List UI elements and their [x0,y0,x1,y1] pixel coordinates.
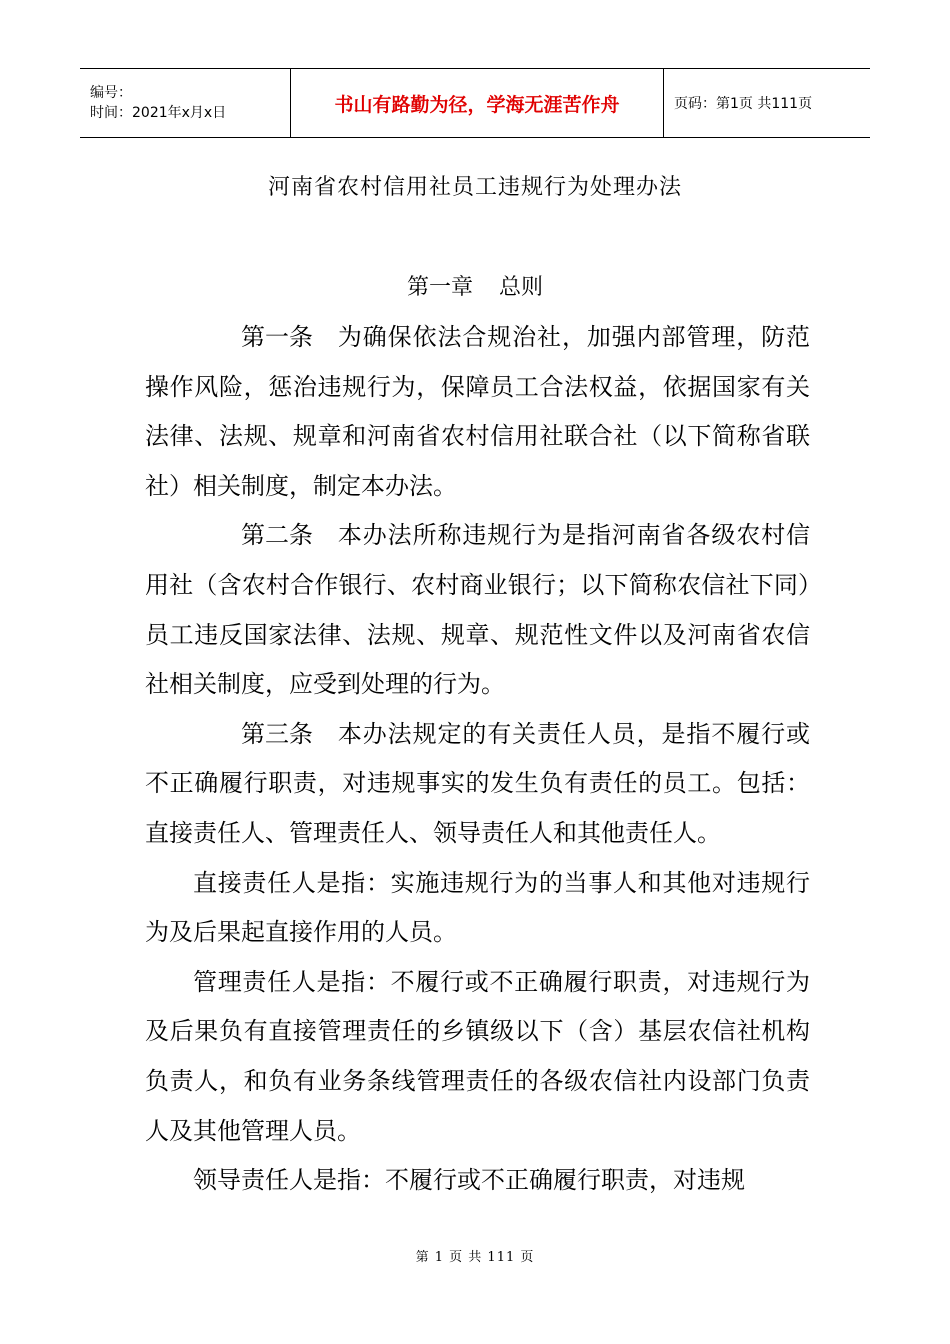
page-number-label: 页码：第1页 共111页 [674,96,813,112]
paragraph-text: 本办法规定的有关责任人员，是指不履行或不正确履行职责，对违规事实的发生负有责任的员工。包括：直接责任人、管理责任人、领导责任人和其他责任人。 [145,719,810,847]
paragraph-text: 领导责任人是指：不履行或不正确履行职责，对违规 [193,1166,745,1195]
page-header [80,68,870,138]
chapter-number: 第一章 [406,275,473,300]
chapter-heading [0,270,950,301]
paragraph-text: 为确保依法合规治社，加强内部管理，防范操作风险，惩治违规行为，保障员工合法权益，依据国家有关法律、法规、规章和河南省农村信用社联合社（以下简称省联社）相关制度，制定本办法。 [145,323,810,500]
header-page-info [664,69,812,137]
chapter-name: 总则 [499,275,544,300]
doc-time-label: 时间：2021年x月x日 [90,105,227,121]
paragraph [145,313,810,511]
motto-text: 书山有路勤为径，学海无涯苦作舟 [334,93,620,116]
paragraph-text: 直接责任人是指：实施违规行为的当事人和其他对违规行为及后果起直接作用的人员。 [145,868,810,947]
article-number: 第二条 [241,521,313,550]
article-number: 第一条 [241,323,313,351]
document-title: 河南省农村信用社员工违规行为处理办法 [267,175,682,200]
paragraph [145,511,810,709]
document-body [145,313,810,1206]
doc-number-label: 编号： [90,85,132,101]
page-footer: 第 1 页 共 111 页 [415,1250,535,1265]
paragraph-text: 本办法所称违规行为是指河南省各级农村信用社（含农村合作银行、农村商业银行；以下简称农信社下同）员工违反国家法律、法规、规章、规范性文件以及河南省农信社相关制度，应受到处理的行为。 [145,521,810,699]
paragraph [145,859,810,958]
paragraph [145,958,810,1156]
header-meta [80,69,291,137]
article-number: 第三条 [241,719,313,748]
paragraph [145,1156,810,1206]
paragraph-text: 管理责任人是指：不履行或不正确履行职责，对违规行为及后果负有直接管理责任的乡镇级以下（含）基层农信社机构负责人，和负有业务条线管理责任的各级农信社内设部门负责人及其他管理人员。 [145,967,810,1145]
paragraph [145,710,810,859]
header-motto [291,69,664,137]
